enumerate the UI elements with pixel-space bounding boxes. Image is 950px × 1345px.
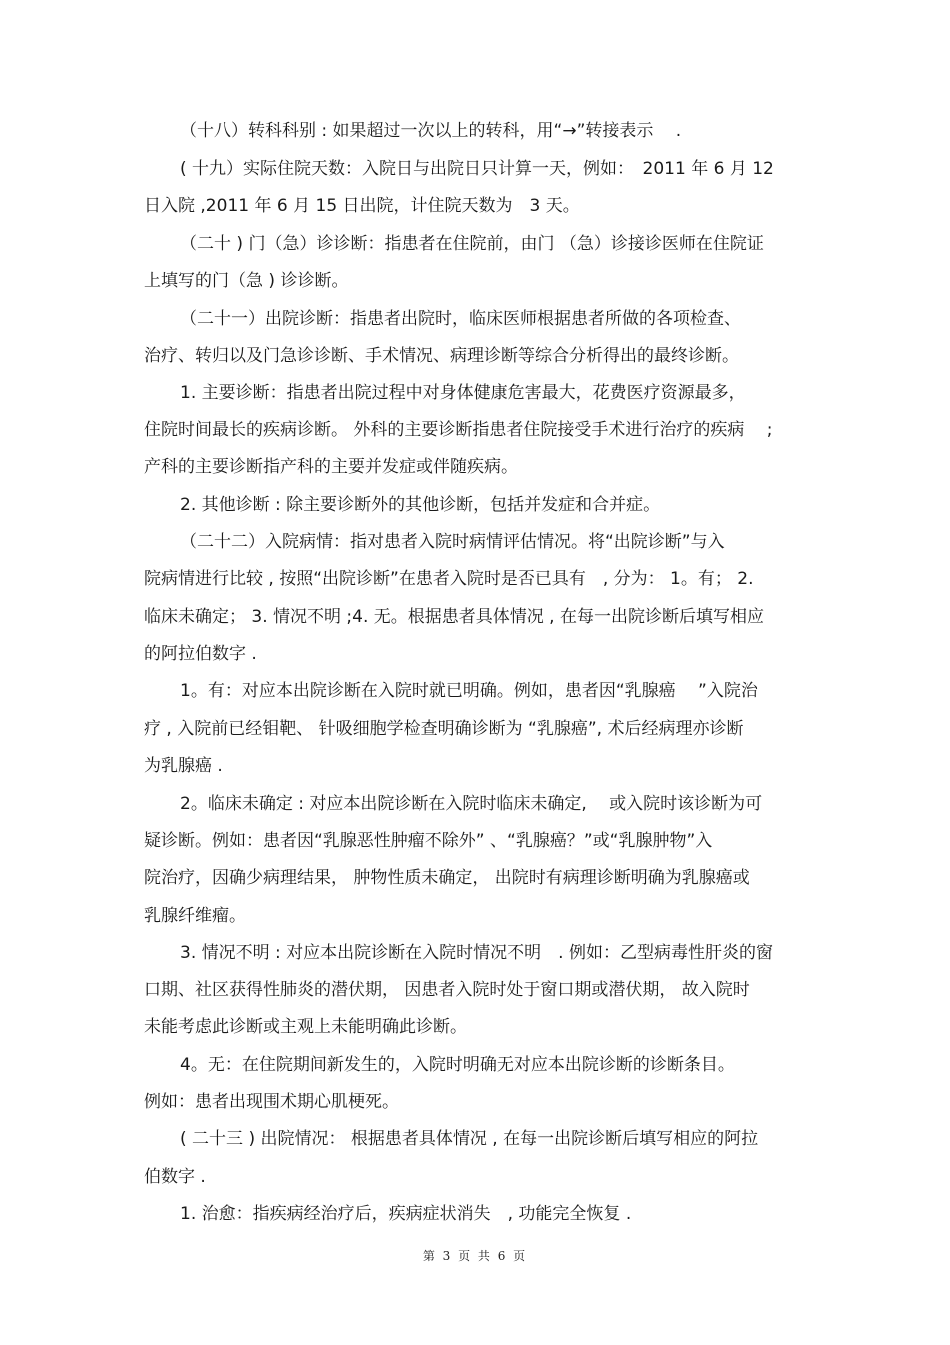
text-line: 1。有：对应本出院诊断在入院时就已明确。例如，患者因“乳腺癌 ”入院治: [180, 681, 758, 701]
text-line: 2。临床未确定 : 对应本出院诊断在入院时临床未确定, 或入院时该诊断为可: [180, 794, 763, 814]
text-line: 未能考虑此诊断或主观上未能明确此诊断。: [144, 1017, 467, 1037]
text-line: 2. 其他诊断 : 除主要诊断外的其他诊断，包括并发症和合并症。: [180, 495, 661, 515]
text-line: 例如：患者出现围术期心肌梗死。: [144, 1092, 399, 1112]
text-line: ( 十九）实际住院天数：入院日与出院日只计算一天，例如： 2011 年 6 月 12: [180, 159, 774, 179]
text-line: 院治疗，因确少病理结果， 肿物性质未确定， 出院时有病理诊断明确为乳腺癌或: [144, 868, 750, 888]
text-line: 1. 主要诊断：指患者出院过程中对身体健康危害最大，花费医疗资源最多，: [180, 383, 746, 403]
text-line: （二十一）出院诊断：指患者出院时，临床医师根据患者所做的各项检查、: [180, 309, 741, 329]
text-line: 4。无：在住院期间新发生的，入院时明确无对应本出院诊断的诊断条目。: [180, 1055, 735, 1075]
text-line: 口期、社区获得性肺炎的潜伏期， 因患者入院时处于窗口期或潜伏期， 故入院时: [144, 980, 750, 1000]
text-line: 治疗、转归以及门急诊诊断、手术情况、病理诊断等综合分析得出的最终诊断。: [144, 346, 739, 366]
text-line: 乳腺纤维瘤。: [144, 906, 246, 926]
text-line: 住院时间最长的疾病诊断。 外科的主要诊断指患者住院接受手术进行治疗的疾病 ;: [144, 420, 773, 440]
text-line: 伯数字 .: [144, 1167, 206, 1187]
page-footer: 第 3 页 共 6 页: [422, 1249, 528, 1263]
text-line: 的阿拉伯数字 .: [144, 644, 257, 664]
text-line: （十八）转科科别 : 如果超过一次以上的转科，用“→”转接表示 .: [180, 121, 682, 141]
text-line: 产科的主要诊断指产科的主要并发症或伴随疾病。: [144, 457, 518, 477]
text-line: ( 二十三 ) 出院情况： 根据患者具体情况 , 在每一出院诊断后填写相应的阿拉: [180, 1129, 759, 1149]
text-line: 3. 情况不明 : 对应本出院诊断在入院时情况不明 . 例如：乙型病毒性肝炎的窗: [180, 943, 773, 963]
text-line: 疑诊断。例如：患者因“乳腺恶性肿瘤不除外” 、“乳腺癌？”或“乳腺肿物”入: [144, 831, 713, 851]
text-line: （二十 ) 门（急）诊诊断：指患者在住院前，由门 （急）诊接诊医师在住院证: [180, 234, 764, 254]
text-line: （二十二）入院病情：指对患者入院时病情评估情况。将“出院诊断”与入: [180, 532, 725, 552]
text-line: 日入院 ,2011 年 6 月 15 日出院，计住院天数为 3 天。: [144, 196, 580, 216]
text-line: 为乳腺癌 .: [144, 756, 223, 776]
text-line: 院病情进行比较 , 按照“出院诊断”在患者入院时是否已具有 , 分为： 1。有； 2.: [144, 569, 754, 589]
text-line: 疗 , 入院前已经钼靶、 针吸细胞学检查明确诊断为 “乳腺癌”, 术后经病理亦诊断: [144, 719, 744, 739]
text-line: 1. 治愈：指疾病经治疗后，疾病症状消失 , 功能完全恢复 .: [180, 1204, 632, 1224]
text-line: 上填写的门（急 ) 诊诊断。: [144, 271, 349, 291]
text-line: 临床未确定； 3. 情况不明 ;4. 无。根据患者具体情况 , 在每一出院诊断后填写相应: [144, 607, 764, 627]
